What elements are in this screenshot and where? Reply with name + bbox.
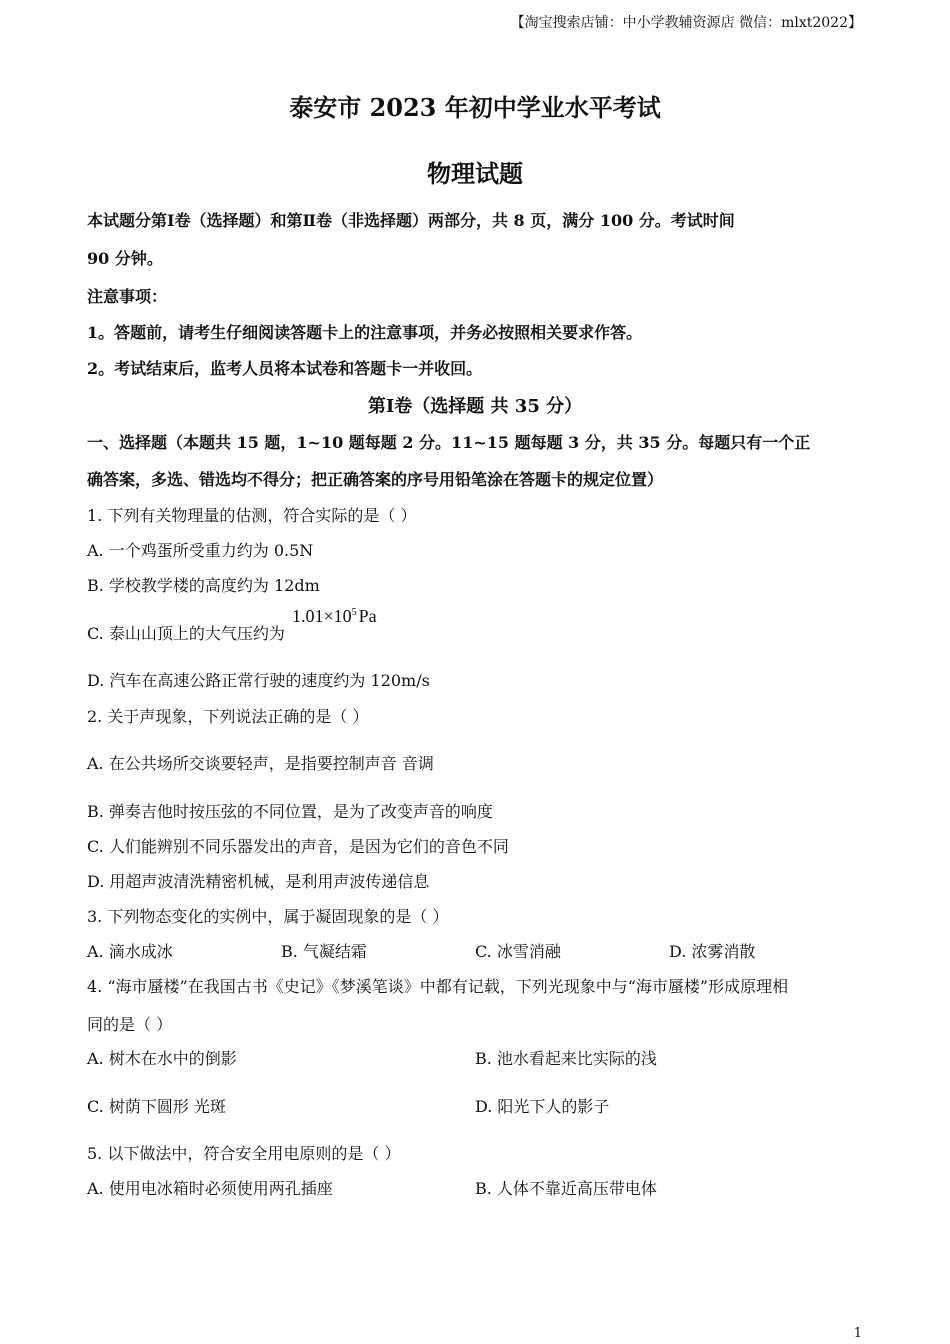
question-4-option-d: D. 阳光下人的影子 — [475, 1097, 610, 1116]
question-1-stem: 1. 下列有关物理量的估测，符合实际的是（ ） — [87, 506, 417, 525]
question-5-stem: 5. 以下做法中，符合安全用电原则的是（ ） — [87, 1144, 401, 1163]
question-2-option-a: A. 在公共场所交谈要轻声，是指要控制声音 音调 — [87, 754, 434, 773]
question-2-option-d: D. 用超声波清洗精密机械，是利用声波传递信息 — [87, 872, 430, 891]
question-4-option-a: A. 树木在水中的倒影 — [87, 1049, 237, 1068]
pressure-formula-unit: Pa — [358, 606, 377, 626]
question-1-option-a: A. 一个鸡蛋所受重力约为 0.5N — [87, 541, 314, 560]
question-5-option-a: A. 使用电冰箱时必须使用两孔插座 — [87, 1179, 333, 1198]
question-2-option-b: B. 弹奏吉他时按压弦的不同位置，是为了改变声音的响度 — [87, 802, 493, 821]
notice-item-1: 1。答题前，请考生仔细阅读答题卡上的注意事项，并务必按照相关要求作答。 — [87, 323, 643, 342]
exam-title: 泰安市 2023 年初中学业水平考试 — [289, 93, 661, 122]
header-note: 【淘宝搜索店铺：中小学教辅资源店 微信：mlxt2022】 — [510, 15, 862, 31]
exam-subtitle: 物理试题 — [427, 159, 523, 188]
question-4-option-c: C. 树荫下圆形 光斑 — [87, 1097, 226, 1116]
question-2-option-c: C. 人们能辨别不同乐器发出的声音，是因为它们的音色不同 — [87, 837, 509, 856]
page-number: 1 — [853, 1326, 862, 1341]
question-1-option-b: B. 学校教学楼的高度约为 12dm — [87, 576, 320, 595]
question-1-option-c-text: C. 泰山山顶上的大气压约为 — [87, 624, 285, 643]
question-3-option-a: A. 滴水成冰 — [87, 942, 173, 961]
pressure-formula-base: 1.01×10 — [292, 606, 352, 626]
question-1-option-d: D. 汽车在高速公路正常行驶的速度约为 120m/s — [87, 671, 430, 690]
section-heading-line-2: 确答案，多选、错选均不得分；把正确答案的序号用铅笔涂在答题卡的规定位置） — [87, 470, 664, 489]
pressure-formula — [292, 606, 377, 627]
question-3-option-c: C. 冰雪消融 — [475, 942, 561, 961]
question-3-option-b: B. 气凝结霜 — [281, 942, 367, 961]
section-heading-line-1: 一、选择题（本题共 15 题，1~10 题每题 2 分。11~15 题每题 3 分，共 35 分。每题只有一个正 — [87, 433, 811, 452]
question-2-stem: 2. 关于声现象，下列说法正确的是（ ） — [87, 707, 369, 726]
question-4-option-b: B. 池水看起来比实际的浅 — [475, 1049, 657, 1068]
question-1-option-c — [87, 621, 285, 644]
question-3-option-d: D. 浓雾消散 — [669, 942, 756, 961]
part-heading: 第Ⅰ卷（选择题 共 35 分） — [367, 396, 583, 417]
intro-line-2: 90 分钟。 — [87, 249, 163, 268]
pressure-formula-exponent: 5 — [351, 607, 357, 618]
notice-item-2: 2。考试结束后，监考人员将本试卷和答题卡一并收回。 — [87, 359, 483, 378]
intro-line-1: 本试题分第Ⅰ卷（选择题）和第Ⅱ卷（非选择题）两部分，共 8 页，满分 100 分。考试时间 — [87, 211, 735, 230]
question-3-stem: 3. 下列物态变化的实例中，属于凝固现象的是（ ） — [87, 907, 449, 926]
question-4-stem-line-1: 4. “海市蜃楼”在我国古书《史记》《梦溪笔谈》中都有记载，下列光现象中与“海市蜃楼”形成原理相 — [87, 977, 789, 996]
notice-heading: 注意事项： — [87, 287, 168, 306]
question-5-option-b: B. 人体不靠近高压带电体 — [475, 1179, 657, 1198]
question-4-stem-line-2: 同的是（ ） — [87, 1015, 173, 1034]
